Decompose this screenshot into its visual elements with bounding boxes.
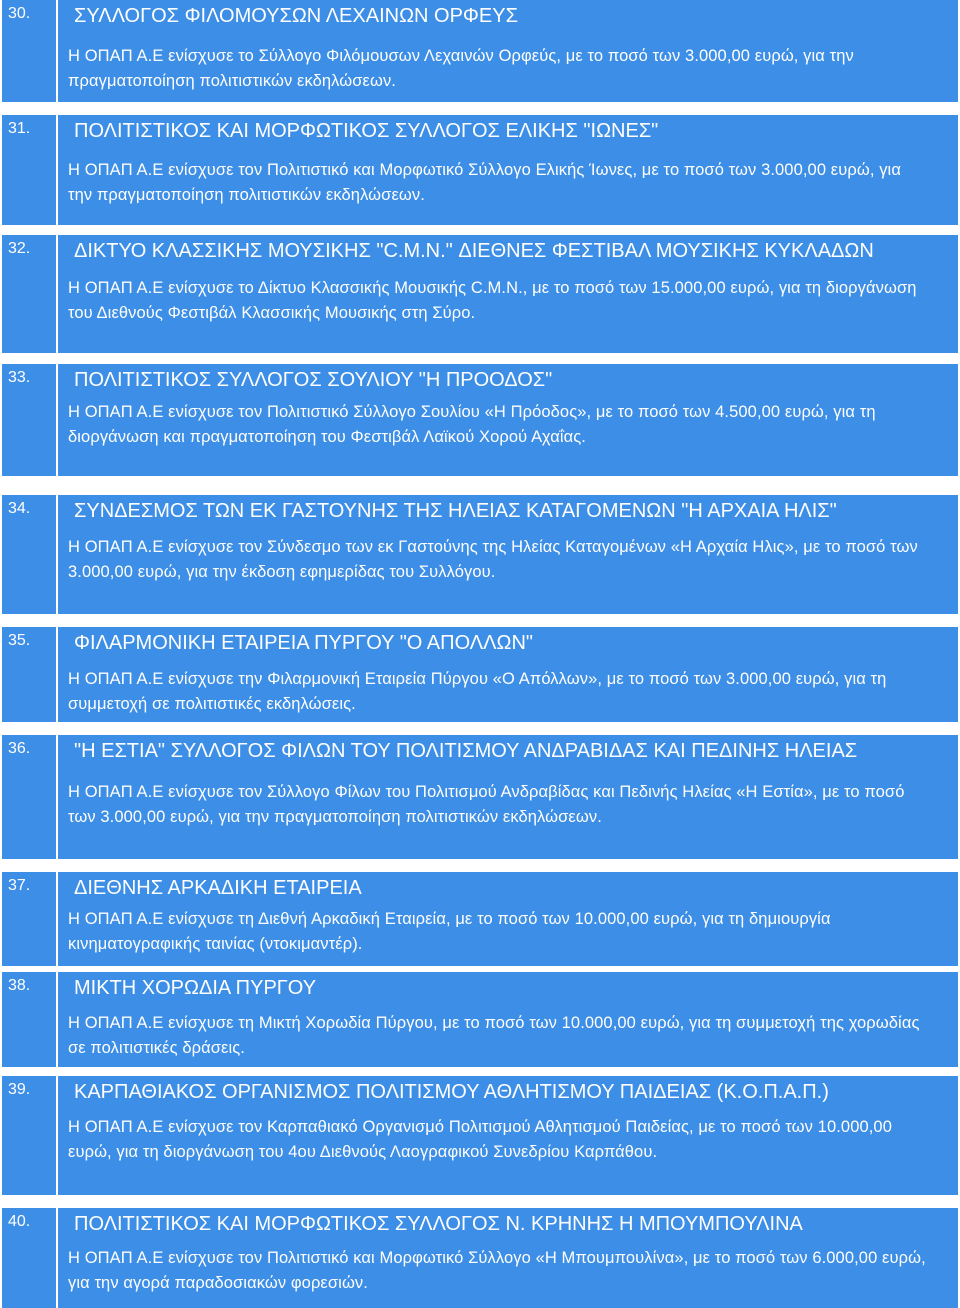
entry-number: 38. (2, 972, 56, 1067)
entry-31 (0, 115, 960, 225)
entry-number: 36. (2, 735, 56, 859)
entry-title: ΠΟΛΙΤΙΣΤΙΚΟΣ ΚΑΙ ΜΟΡΦΩΤΙΚΟΣ ΣΥΛΛΟΓΟΣ Ν. ΚΡΗΝΗΣ Η ΜΠΟΥΜΠΟΥΛΙΝΑ (74, 1213, 803, 1235)
entry-36 (0, 735, 960, 859)
entry-description: Η ΟΠΑΠ Α.Ε ενίσχυσε τον Πολιτιστικό και Μορφωτικό Σύλλογο Ελικής Ίωνες, με το ποσό των 3.000,00 ευρώ, για την πραγματοποίηση πολιτιστικών εκδηλώσεων. (68, 161, 901, 204)
entry-title: ΔΙΕΘΝΗΣ ΑΡΚΑΔΙΚΗ ΕΤΑΙΡΕΙΑ (74, 877, 362, 899)
entry-description: Η ΟΠΑΠ Α.Ε ενίσχυσε τον Καρπαθιακό Οργανισμό Πολιτισμού Αθλητισμού Παιδείας, με το ποσό των 10.000,00 ευρώ, για τη διοργάνωση του 4ου Διεθνούς Λαογραφικού Συνεδρίου Καρπάθου. (68, 1118, 892, 1161)
entry-title: ΔΙΚΤΥΟ ΚΛΑΣΣΙΚΗΣ ΜΟΥΣΙΚΗΣ "C.M.N." ΔΙΕΘΝΕΣ ΦΕΣΤΙΒΑΛ ΜΟΥΣΙΚΗΣ ΚΥΚΛΑΔΩΝ (74, 240, 874, 262)
entry-number: 31. (2, 115, 56, 225)
entry-description: Η ΟΠΑΠ Α.Ε ενίσχυσε το Σύλλογο Φιλόμουσων Λεχαινών Ορφεύς, με το ποσό των 3.000,00 ευρώ, για την πραγματοποίηση πολιτιστικών εκδηλώσεων. (68, 47, 854, 90)
entry-35 (0, 627, 960, 722)
entry-title: ΣΥΝΔΕΣΜΟΣ ΤΩΝ ΕΚ ΓΑΣΤΟΥΝΗΣ ΤΗΣ ΗΛΕΙΑΣ ΚΑΤΑΓΟΜΕΝΩΝ "Η ΑΡΧΑΙΑ ΗΛΙΣ" (74, 500, 837, 522)
entry-title: ΠΟΛΙΤΙΣΤΙΚΟΣ ΚΑΙ ΜΟΡΦΩΤΙΚΟΣ ΣΥΛΛΟΓΟΣ ΕΛΙΚΗΣ "ΙΩΝΕΣ" (74, 120, 659, 142)
entry-number: 34. (2, 495, 56, 614)
entry-33 (0, 364, 960, 476)
entry-38 (0, 972, 960, 1067)
entry-description: Η ΟΠΑΠ Α.Ε ενίσχυσε το Δίκτυο Κλασσικής Μουσικής C.M.N., με το ποσό των 15.000,00 ευρώ, για τη διοργάνωση του Διεθνούς Φεστιβάλ Κλασσικής Μουσικής στη Σύρο. (68, 279, 917, 322)
entry-description: Η ΟΠΑΠ Α.Ε ενίσχυσε τη Διεθνή Αρκαδική Εταιρεία, με το ποσό των 10.000,00 ευρώ, για τη δημιουργία κινηματογραφικής ταινίας (ντοκιμαντέρ). (68, 910, 831, 953)
entry-37 (0, 872, 960, 966)
entry-32 (0, 235, 960, 353)
entry-number: 33. (2, 364, 56, 476)
entry-number: 40. (2, 1208, 56, 1308)
entry-34 (0, 495, 960, 614)
entry-number: 35. (2, 627, 56, 722)
entry-39 (0, 1076, 960, 1195)
entry-description: Η ΟΠΑΠ Α.Ε ενίσχυσε την Φιλαρμονική Εταιρεία Πύργου «Ο Απόλλων», με το ποσό των 3.000,00 ευρώ, για τη συμμετοχή σε πολιτιστικές εκδηλώσεις. (68, 670, 887, 713)
entry-title: ΠΟΛΙΤΙΣΤΙΚΟΣ ΣΥΛΛΟΓΟΣ ΣΟΥΛΙΟΥ "Η ΠΡΟΟΔΟΣ" (74, 369, 553, 391)
entry-title: ΦΙΛΑΡΜΟΝΙΚΗ ΕΤΑΙΡΕΙΑ ΠΥΡΓΟΥ "Ο ΑΠΟΛΛΩΝ" (74, 632, 533, 654)
entry-title: ΚΑΡΠΑΘΙΑΚΟΣ ΟΡΓΑΝΙΣΜΟΣ ΠΟΛΙΤΙΣΜΟΥ ΑΘΛΗΤΙΣΜΟΥ ΠΑΙΔΕΙΑΣ (Κ.Ο.Π.Α.Π.) (74, 1081, 829, 1103)
entry-title: "Η ΕΣΤΙΑ" ΣΥΛΛΟΓΟΣ ΦΙΛΩΝ ΤΟΥ ΠΟΛΙΤΙΣΜΟΥ ΑΝΔΡΑΒΙΔΑΣ ΚΑΙ ΠΕΔΙΝΗΣ ΗΛΕΙΑΣ (74, 740, 858, 762)
entry-title: ΣΥΛΛΟΓΟΣ ΦΙΛΟΜΟΥΣΩΝ ΛΕΧΑΙΝΩΝ ΟΡΦΕΥΣ (74, 5, 518, 27)
entry-description: Η ΟΠΑΠ Α.Ε ενίσχυσε τον Σύνδεσμο των εκ Γαστούνης της Ηλείας Καταγομένων «Η Αρχαία Ηλις», με το ποσό των 3.000,00 ευρώ, για την έκδοση εφημερίδας του Συλλόγου. (68, 538, 918, 581)
entry-description: Η ΟΠΑΠ Α.Ε ενίσχυσε τον Πολιτιστικό Σύλλογο Σουλίου «Η Πρόοδος», με το ποσό των 4.500,00 ευρώ, για τη διοργάνωση και πραγματοποίηση του Φεστιβάλ Λαϊκού Χορού Αχαΐας. (68, 403, 876, 446)
entry-number: 30. (2, 0, 56, 102)
entry-title: ΜΙΚΤΗ ΧΟΡΩΔΙΑ ΠΥΡΓΟΥ (74, 977, 317, 999)
entry-number: 32. (2, 235, 56, 353)
entry-number: 37. (2, 872, 56, 966)
entry-40 (0, 1208, 960, 1308)
entry-description: Η ΟΠΑΠ Α.Ε ενίσχυσε τη Μικτή Χορωδία Πύργου, με το ποσό των 10.000,00 ευρώ, για τη συμμετοχή της χορωδίας σε πολιτιστικές δράσεις. (68, 1014, 920, 1057)
entry-30 (0, 0, 960, 102)
entry-description: Η ΟΠΑΠ Α.Ε ενίσχυσε τον Πολιτιστικό και Μορφωτικό Σύλλογο «Η Μπουμπουλίνα», με το ποσό των 6.000,00 ευρώ, για την αγορά παραδοσιακών φορεσιών. (68, 1249, 926, 1292)
entry-description: Η ΟΠΑΠ Α.Ε ενίσχυσε τον Σύλλογο Φίλων του Πολιτισμού Ανδραβίδας και Πεδινής Ηλείας «Η Εστία», με το ποσό των 3.000,00 ευρώ, για την πραγματοποίηση πολιτιστικών εκδηλώσεων. (68, 783, 905, 826)
entry-number: 39. (2, 1076, 56, 1195)
